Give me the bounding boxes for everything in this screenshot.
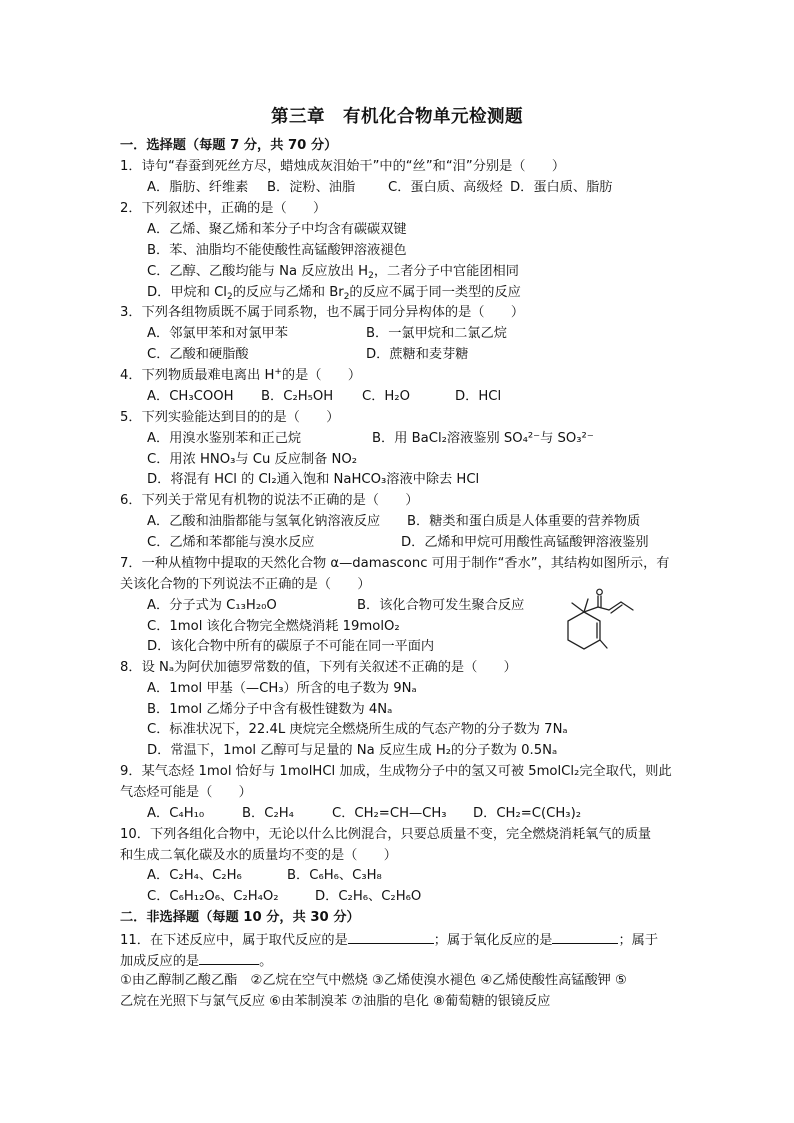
q9-option-b: B．C₂H₄ <box>242 806 294 821</box>
q7-option-c: C．1mol 该化合物完全燃烧消耗 19molO₂ <box>147 619 400 634</box>
q9-option-d: D．CH₂=C(CH₃)₂ <box>473 806 581 821</box>
q7-option-a: A．分子式为 C₁₃H₂₀O <box>147 598 277 613</box>
q6-option-a: A．乙酸和油脂都能与氢氧化钠溶液反应 <box>147 514 381 529</box>
q2-option-c: C．乙醇、乙酸均能与 Na 反应放出 $H_2$，二者分子中官能团相同 <box>147 264 519 281</box>
q7-option-d: D．该化合物中所有的碳原子不可能在同一平面内 <box>147 639 435 654</box>
q9-option-a: A．C₄H₁₀ <box>147 806 205 821</box>
question-5-stem: 5．下列实验能达到目的的是（ ） <box>120 410 340 425</box>
q8-option-a: A．1mol 甲基（—CH₃）所含的电子数为 9Nₐ <box>147 681 417 696</box>
section-heading-nonchoice: 二．非选择题（每题 10 分，共 30 分） <box>120 910 360 925</box>
question-9-stem-line1: 9．某气态烃 1mol 恰好与 1molHCl 加成，生成物分子中的氢又可被 5molCl₂完全取代，则此 <box>120 764 672 779</box>
question-10-stem-line2: 和生成二氧化碳及水的质量均不变的是（ ） <box>120 848 397 863</box>
oxygen-atom <box>597 589 603 595</box>
q1-option-a: A．脂肪、纤维素 <box>147 180 249 195</box>
question-2-stem: 2．下列叙述中，正确的是（ ） <box>120 201 327 216</box>
question-11-line2: 加成反应的是 。 <box>120 950 272 972</box>
q10-option-a: A．C₂H₄、C₂H₆ <box>147 868 242 883</box>
q9-option-c: C．CH₂=CH—CH₃ <box>332 806 447 821</box>
cyclohexene-ring <box>568 612 600 649</box>
q6-option-d: D．乙烯和甲烷可用酸性高锰酸钾溶液鉴别 <box>401 535 649 550</box>
q2-option-d: D．甲烷和 $Cl_2$的反应与乙烯和 $Br_2$的反应不属于同一类型的反应 <box>147 285 521 302</box>
q5-option-c: C．用浓 HNO₃与 Cu 反应制备 NO₂ <box>147 452 358 467</box>
q1-option-d: D．蛋白质、脂肪 <box>510 180 613 195</box>
answer-blank-oxidation[interactable] <box>552 929 618 944</box>
q4-option-d: D．HCl <box>455 389 502 404</box>
q1-option-b: B．淀粉、油脂 <box>267 180 356 195</box>
question-3-stem: 3．下列各组物质既不属于同系物，也不属于同分异构体的是（ ） <box>120 305 525 320</box>
question-6-stem: 6．下列关于常见有机物的说法不正确的是（ ） <box>120 493 419 508</box>
q4-option-b: B．C₂H₅OH <box>261 389 334 404</box>
q10-option-c: C．C₆H₁₂O₆、C₂H₄O₂ <box>147 889 279 904</box>
damascone-structure-diagram <box>555 588 650 650</box>
q8-option-b: B．1mol 乙烯分子中含有极性键数为 4Nₐ <box>147 702 393 717</box>
q3-option-c: C．乙酸和硬脂酸 <box>147 347 249 362</box>
page-title: 第三章 有机化合物单元检测题 <box>271 107 523 127</box>
q2-option-a: A．乙烯、聚乙烯和苯分子中均含有碳碳双键 <box>147 222 407 237</box>
q1-option-c: C．蛋白质、高级烃 <box>388 180 503 195</box>
answer-blank-substitution[interactable] <box>348 929 434 944</box>
question-8-stem: 8．设 Nₐ为阿伏加德罗常数的值，下列有关叙述不正确的是（ ） <box>120 660 517 675</box>
q7-option-b: B．该化合物可发生聚合反应 <box>357 598 525 613</box>
q8-option-d: D．常温下，1mol 乙醇可与足量的 Na 反应生成 H₂的分子数为 0.5Nₐ <box>147 743 558 758</box>
question-10-stem-line1: 10．下列各组化合物中，无论以什么比例混合，只要总质量不变，完全燃烧消耗氧气的质量 <box>120 827 652 842</box>
question-1-stem: 1．诗句“春蚕到死丝方尽，蜡烛成灰泪始干”中的“丝”和“泪”分别是（ ） <box>120 159 566 174</box>
q6-option-b: B．糖类和蛋白质是人体重要的营养物质 <box>407 514 641 529</box>
question-11-reactions-line2: 乙烷在光照下与氯气反应 ⑥由苯制溴苯 ⑦油脂的皂化 ⑧葡萄糖的银镜反应 <box>120 994 551 1009</box>
question-11-line1: 11．在下述反应中，属于取代反应的是 ；属于氧化反应的是 ；属于 <box>120 929 658 951</box>
q4-option-c: C．H₂O <box>362 389 410 404</box>
q5-option-d: D．将混有 HCl 的 Cl₂通入饱和 NaHCO₃溶液中除去 HCl <box>147 472 480 487</box>
answer-blank-addition[interactable] <box>199 950 259 965</box>
q4-option-a: A．CH₃COOH <box>147 389 234 404</box>
q8-option-c: C．标准状况下，22.4L 庚烷完全燃烧所生成的气态产物的分子数为 7Nₐ <box>147 722 568 737</box>
section-heading-choice: 一．选择题（每题 7 分，共 70 分） <box>120 138 338 153</box>
q10-option-b: B．C₆H₆、C₃H₈ <box>287 868 382 883</box>
q3-option-d: D．蔗糖和麦芽糖 <box>366 347 469 362</box>
q2-option-b: B．苯、油脂均不能使酸性高锰酸钾溶液褪色 <box>147 243 407 258</box>
q10-option-d: D．C₂H₆、C₂H₆O <box>315 889 422 904</box>
carbonyl-side-chain <box>584 607 598 612</box>
q3-option-a: A．邻氯甲苯和对氯甲苯 <box>147 326 288 341</box>
question-9-stem-line2: 气态烃可能是（ ） <box>120 785 252 800</box>
q3-option-b: B．一氯甲烷和二氯乙烷 <box>366 326 507 341</box>
question-4-stem: 4．下列物质最难电离出 H+的是（ ） <box>120 367 362 383</box>
q6-option-c: C．乙烯和苯都能与溴水反应 <box>147 535 315 550</box>
question-7-stem-line2: 关该化合物的下列说法不正确的是（ ） <box>120 577 371 592</box>
question-11-reactions-line1: ①由乙醇制乙酸乙酯 ②乙烷在空气中燃烧 ③乙烯使溴水褪色 ④乙烯使酸性高锰酸钾 ⑤ <box>120 973 627 988</box>
question-7-stem-line1: 7．一种从植物中提取的天然化合物 α—damasconc 可用于制作“香水”，其结构如图所示，有 <box>120 556 670 571</box>
q5-option-a: A．用溴水鉴别苯和正己烷 <box>147 431 302 446</box>
q5-option-b: B．用 BaCl₂溶液鉴别 SO₄²⁻与 SO₃²⁻ <box>372 431 594 446</box>
